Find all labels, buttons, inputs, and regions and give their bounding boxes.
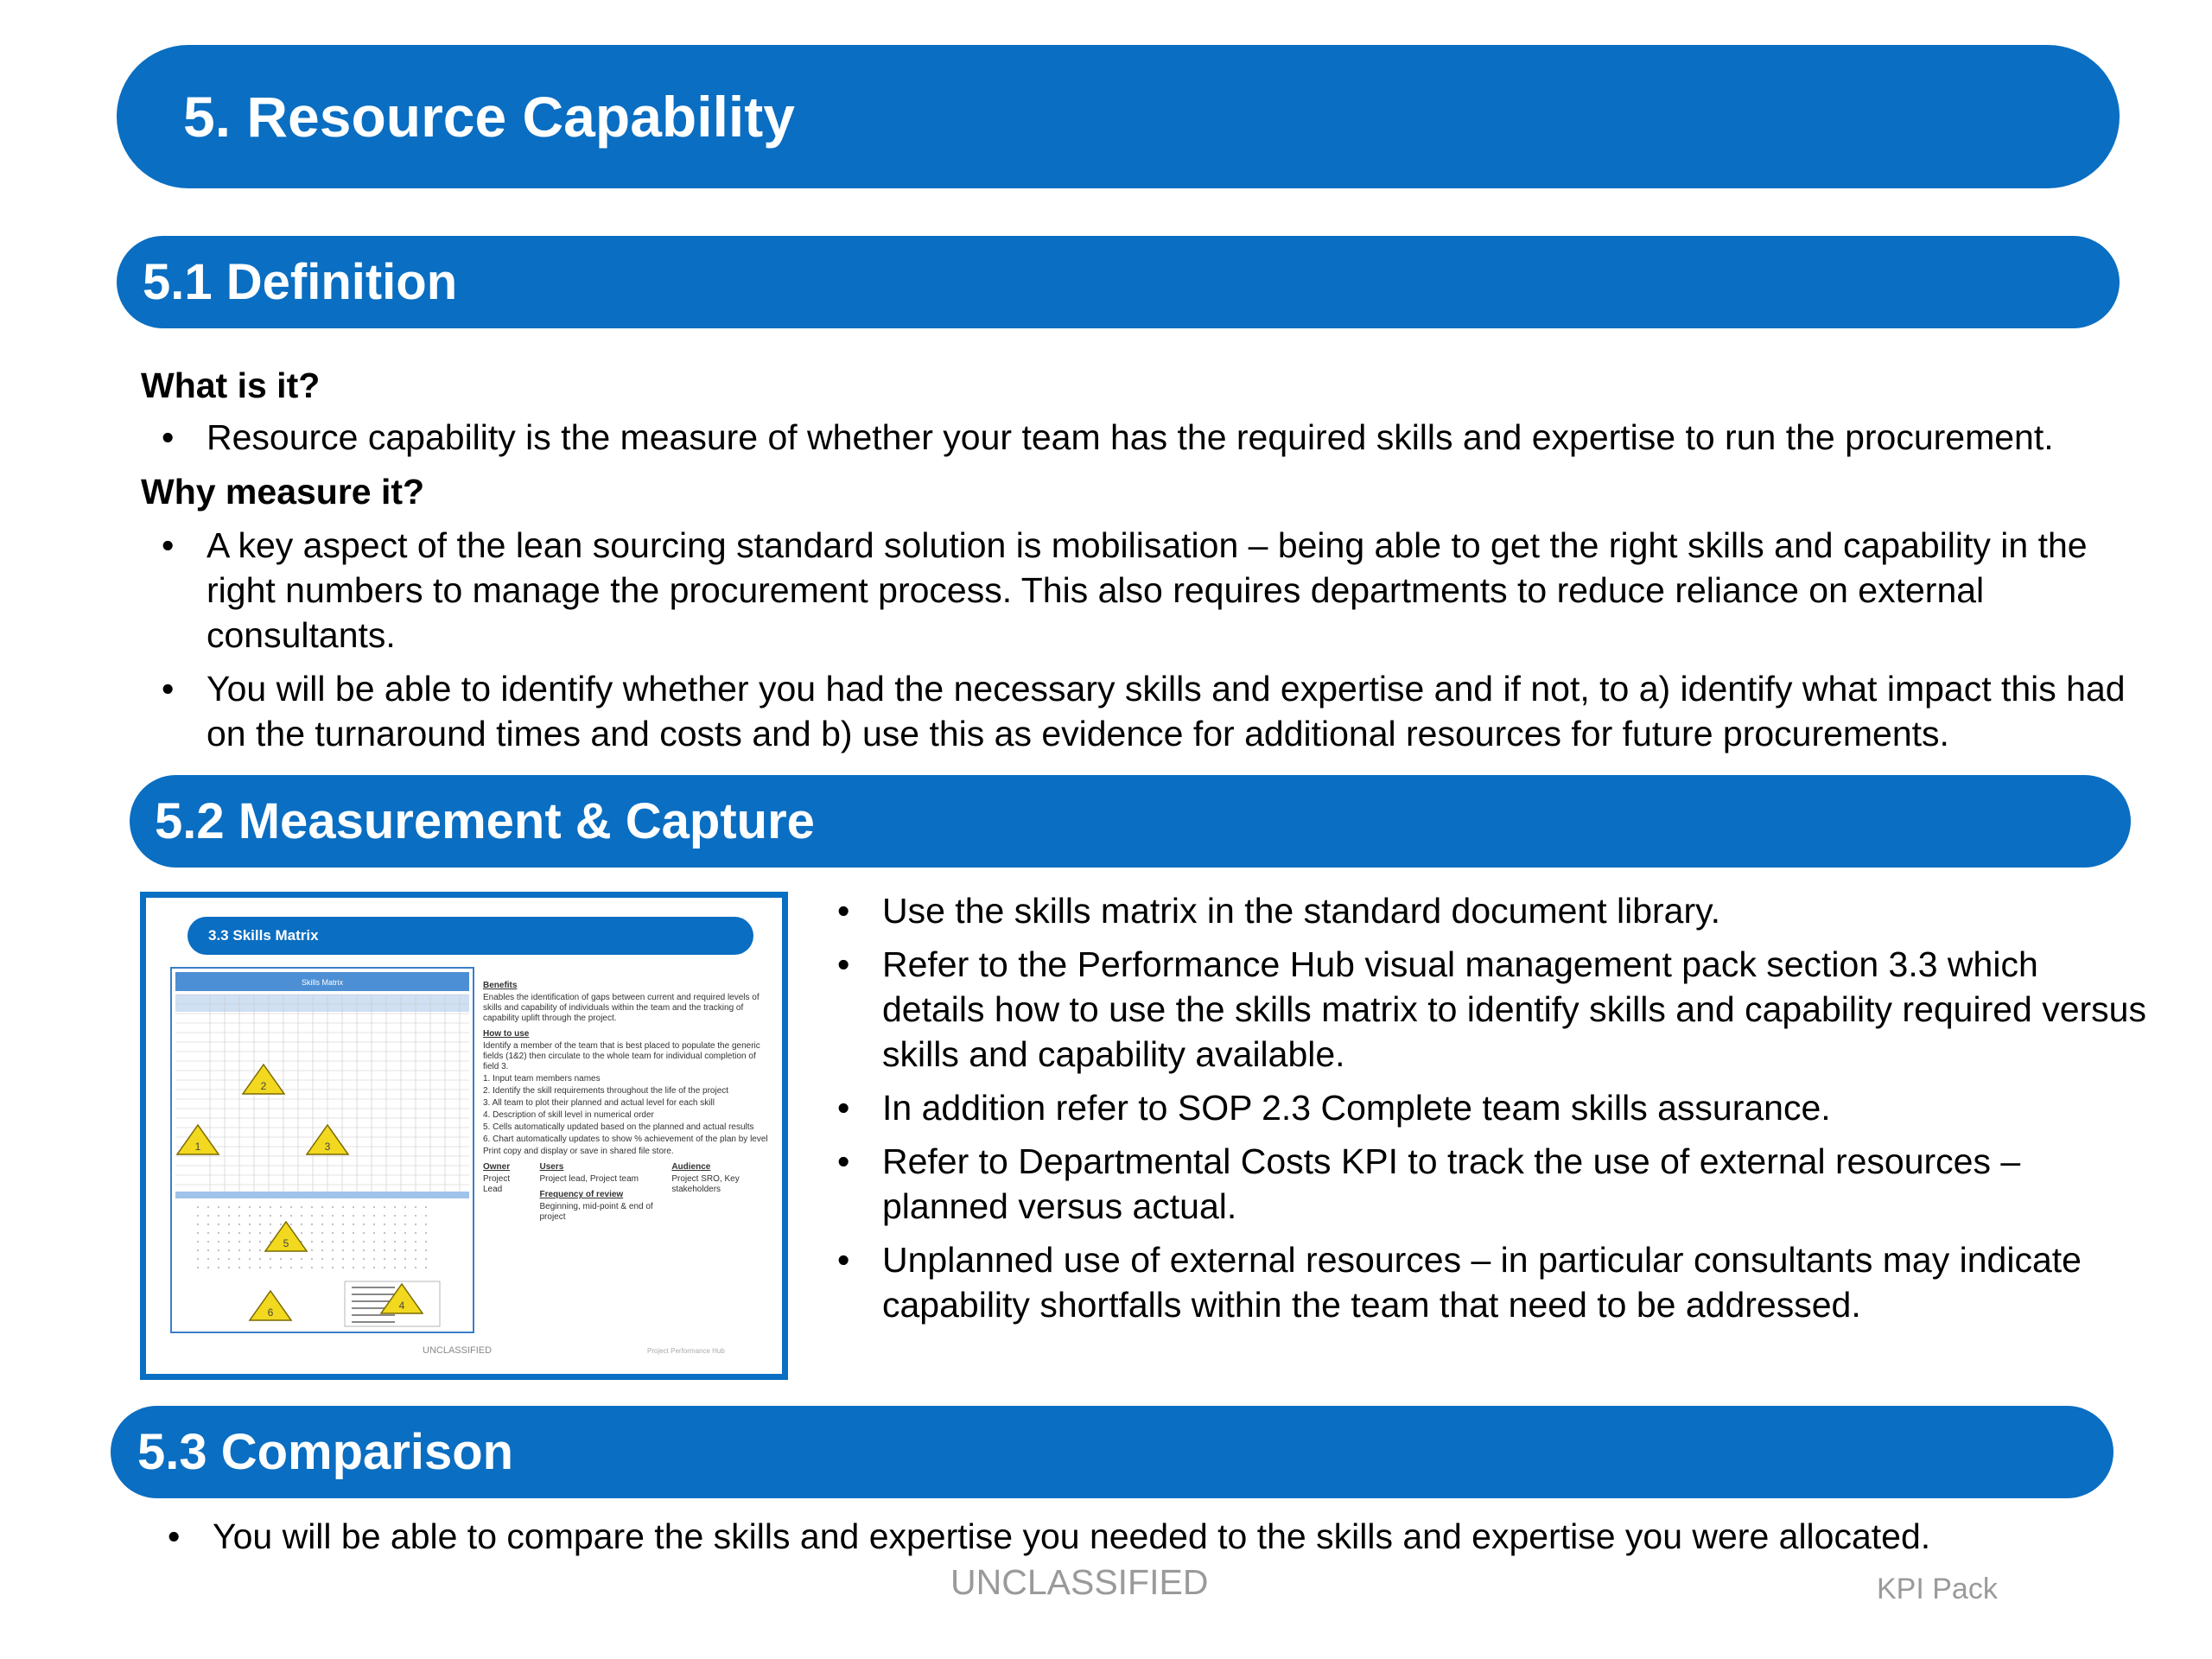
warning-triangle-icon [241, 1062, 286, 1096]
warning-triangle-icon [379, 1281, 424, 1316]
section-heading-definition: 5.1 Definition [143, 254, 458, 310]
sheet-title: Skills Matrix [301, 978, 344, 987]
owner-value: Project Lead [483, 1174, 511, 1194]
how-to-use-heading: How to use [483, 1029, 530, 1039]
svg-text:4: 4 [398, 1300, 405, 1312]
how-step: 4. Description of skill level in numerical order [483, 1110, 654, 1120]
frequency-heading: Frequency of review [539, 1190, 624, 1199]
footer-pack-label: KPI Pack [1877, 1573, 1998, 1605]
thumbnail-title: 3.3 Skills Matrix [208, 927, 319, 944]
benefits-heading: Benefits [483, 981, 518, 990]
benefits-text: Enables the identification of gaps between current and required levels of skills and capability of individuals within the team and the tracking of capability uplift through the project. [483, 993, 760, 1023]
svg-text:5: 5 [283, 1237, 289, 1249]
footer-classification: UNCLASSIFIED [950, 1562, 1209, 1602]
list-item: • A key aspect of the lean sourcing standard solution is mobilisation – being able to get the right skills and capability in the right numbers to manage the procurement process. This also requires departments to reduce reliance on external consultants. [141, 523, 2163, 658]
section-heading-comparison: 5.3 Comparison [137, 1424, 514, 1480]
owner-heading: Owner [483, 1162, 511, 1172]
svg-text:2: 2 [260, 1080, 267, 1092]
how-step: 6. Chart automatically updates to show % achievement of the plan by level [483, 1135, 768, 1144]
warning-triangle-icon [175, 1122, 220, 1157]
svg-text:3: 3 [324, 1141, 331, 1153]
measurement-bullets [817, 888, 2147, 1336]
list-item: • Refer to the Performance Hub visual management pack section 3.3 which details how to use the skills matrix to identify skills and capability required versus skills and capability available. [817, 942, 2147, 1077]
page-title: 5. Resource Capability [183, 85, 795, 149]
list-item: • Refer to Departmental Costs KPI to track the use of external resources – planned versus actual. [817, 1139, 2147, 1229]
skills-matrix-thumbnail [140, 892, 788, 1380]
list-item: • Unplanned use of external resources – in particular consultants may indicate capability shortfalls within the team that need to be addressed. [817, 1237, 2147, 1327]
list-item: • In addition refer to SOP 2.3 Complete team skills assurance. [817, 1085, 2147, 1130]
svg-text:6: 6 [267, 1306, 274, 1319]
list-item: • You will be able to compare the skills and expertise you needed to the skills and expertise you were allocated. [147, 1514, 2203, 1559]
section-heading-measurement: 5.2 Measurement & Capture [155, 793, 815, 849]
thumbnail-footer-right: Project Performance Hub [647, 1347, 725, 1355]
svg-text:1: 1 [194, 1141, 201, 1153]
section-banner-definition [117, 236, 2120, 328]
list-item: • Use the skills matrix in the standard document library. [817, 888, 2147, 933]
list-item: • Resource capability is the measure of whether your team has the required skills and expertise to run the procurement. [141, 415, 2163, 460]
warning-triangle-icon [305, 1122, 350, 1157]
how-step: 1. Input team members names [483, 1074, 601, 1084]
what-heading: What is it? [141, 365, 321, 405]
audience-value: Project SRO, Key stakeholders [671, 1174, 740, 1194]
users-heading: Users [539, 1162, 564, 1172]
comparison-bullets [147, 1514, 2203, 1567]
how-step: 2. Identify the skill requirements throughout the life of the project [483, 1086, 729, 1096]
thumbnail-title-banner [188, 917, 753, 955]
what-bullets [141, 415, 2163, 468]
why-heading: Why measure it? [141, 472, 425, 512]
why-bullets [141, 523, 2163, 765]
frequency-value: Beginning, mid-point & end of project [539, 1202, 653, 1222]
how-step: Identify a member of the team that is best placed to populate the generic fields (1&2) then circulate to the whole team for individual completion of field 3. [483, 1041, 760, 1071]
section-banner-comparison [111, 1406, 2113, 1498]
warning-triangle-icon [264, 1219, 308, 1254]
thumbnail-footer-classification: UNCLASSIFIED [423, 1345, 493, 1356]
users-value: Project lead, Project team [539, 1174, 639, 1184]
thumbnail-spreadsheet [170, 967, 474, 1333]
thumbnail-instructions [483, 976, 768, 1224]
how-step: 5. Cells automatically updated based on the planned and actual results [483, 1122, 754, 1132]
list-item: • You will be able to identify whether you had the necessary skills and expertise and if not, to a) identify what impact this had on the turnaround times and costs and b) use this as evidence for additional resources for future procurements. [141, 666, 2163, 756]
how-step: Print copy and display or save in shared file store. [483, 1147, 674, 1156]
audience-heading: Audience [671, 1162, 711, 1172]
section-banner-measurement [130, 775, 2131, 868]
page-title-banner [117, 45, 2120, 188]
warning-triangle-icon [248, 1288, 293, 1323]
how-step: 3. All team to plot their planned and actual level for each skill [483, 1098, 715, 1108]
